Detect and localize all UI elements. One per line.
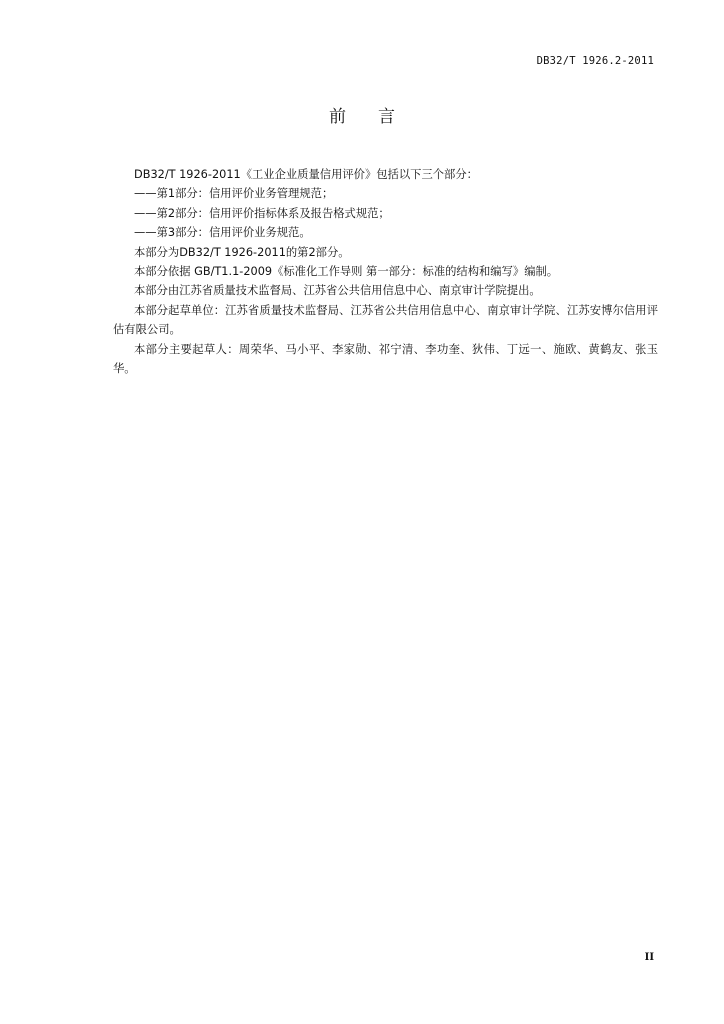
foreword-title	[0, 102, 724, 127]
paragraph-this-part: 本部分为DB32/T 1926-2011的第2部分。	[134, 245, 350, 259]
foreword-title-char-1: 前	[329, 107, 346, 127]
page-number: II	[644, 952, 654, 963]
standard-code-header: DB32/T 1926.2-2011	[536, 55, 654, 67]
foreword-title-char-2: 言	[378, 107, 395, 127]
paragraph-main-drafters: 本部分主要起草人：周荣华、马小平、李家勋、祁宁清、李功奎、狄伟、丁远一、施欧、黄鹤友、张玉华。	[113, 342, 658, 376]
paragraph-drafting-units: 本部分起草单位：江苏省质量技术监督局、江苏省公共信用信息中心、南京审计学院、江苏安博尔信用评估有限公司。	[113, 303, 658, 337]
paragraph-proposed-by: 本部分由江苏省质量技术监督局、江苏省公共信用信息中心、南京审计学院提出。	[134, 284, 541, 298]
paragraph-part-1: ——第1部分：信用评价业务管理规范；	[134, 187, 334, 201]
paragraph-parts-intro: DB32/T 1926-2011《工业企业质量信用评价》包括以下三个部分：	[134, 168, 478, 181]
paragraph-part-3: ——第3部分：信用评价业务规范。	[134, 226, 311, 240]
paragraph-part-2: ——第2部分：信用评价指标体系及报告格式规范；	[134, 206, 390, 220]
foreword-body	[113, 165, 658, 378]
paragraph-drafting-basis: 本部分依据 GB/T1.1-2009《标准化工作导则 第一部分：标准的结构和编写》编制。	[134, 265, 559, 279]
